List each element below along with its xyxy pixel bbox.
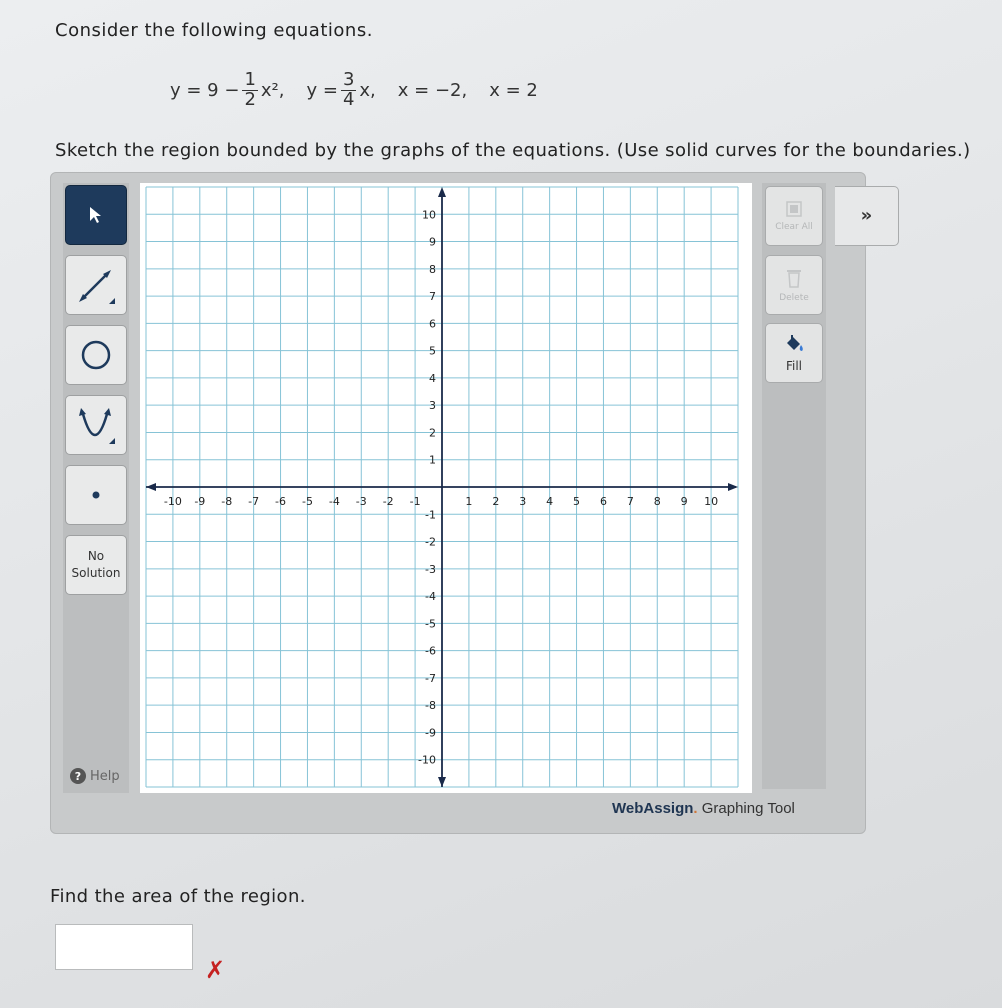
x-tick-label: -5 [301,495,313,508]
y-tick-label: -2 [425,535,436,549]
y-tick-label: 2 [429,426,436,440]
equation-2-denominator: 4 [342,88,355,110]
equation-1-denominator: 2 [244,88,256,110]
x-axis-arrow [728,483,738,491]
delete-button[interactable] [765,255,823,315]
y-tick-label: -5 [425,617,436,631]
y-tick-label: -7 [425,671,436,685]
equation-2-left: y = [306,79,338,101]
delete-label: Delete [779,293,809,303]
y-axis-arrow-bottom [438,777,446,787]
point-tool-button[interactable] [65,465,127,525]
x-tick-label: 2 [492,495,500,508]
x-tick-label: -9 [194,495,206,508]
y-tick-label: 5 [429,344,436,358]
help-icon: ? [70,768,86,784]
circle-tool-button[interactable] [65,325,127,385]
brand-name: WebAssign [612,800,694,817]
question-prompt: Consider the following equations. [55,20,373,41]
help-label: Help [90,768,120,784]
x-tick-label: 4 [546,495,554,508]
x-tick-label: -7 [248,495,260,508]
clear-all-label: Clear All [775,222,813,232]
y-tick-label: 9 [429,235,436,249]
equation-2 [306,68,376,110]
y-tick-label: -1 [425,508,436,522]
line-icon [71,262,121,308]
x-axis-arrow-left [146,483,156,491]
no-solution-label-line1: No [87,549,105,563]
x-tick-label: -1 [409,495,421,508]
no-solution-button[interactable] [65,535,127,595]
pointer-tool-button[interactable] [65,185,127,245]
x-tick-label: 6 [599,495,607,508]
equation-4: x = 2 [489,79,538,101]
help-link[interactable] [70,768,120,784]
equation-2-numerator: 3 [342,68,355,90]
x-tick-label: 3 [519,495,527,508]
y-tick-label: 4 [429,371,436,385]
circle-icon [76,337,116,373]
y-tick-label: 6 [429,317,436,331]
graph-canvas[interactable] [140,183,752,793]
fill-button[interactable] [765,323,823,383]
x-tick-label: 1 [465,495,473,508]
equation-1-numerator: 1 [244,68,256,90]
expand-toolbar-button[interactable] [835,186,899,246]
paint-bucket-icon [781,333,807,355]
equation-3: x = −2, [397,79,468,101]
fill-label: Fill [785,359,803,373]
coordinate-grid[interactable] [140,183,752,793]
x-tick-label: 5 [573,495,581,508]
equation-1 [170,68,285,110]
x-tick-label: 10 [704,495,719,508]
x-tick-label: -3 [355,495,367,508]
x-tick-label: -6 [275,495,287,508]
x-tick-label: 9 [680,495,688,508]
incorrect-mark-icon: ✗ [205,956,226,984]
y-tick-label: 10 [422,208,436,222]
equation-2-right: x, [359,79,376,101]
x-tick-label: 7 [626,495,634,508]
x-tick-label: -10 [163,495,182,508]
no-solution-label-line2: Solution [71,566,121,580]
y-tick-label: -9 [425,726,436,740]
point-icon [86,485,106,505]
line-tool-button[interactable] [65,255,127,315]
y-tick-label: 3 [429,399,436,413]
y-tick-label: -6 [425,644,436,658]
x-tick-label: -2 [382,495,394,508]
equation-1-right: x², [260,79,285,101]
sketch-instruction: Sketch the region bounded by the graphs of the equations. (Use solid curves for the boundaries.) [55,140,971,161]
y-tick-label: 7 [429,290,436,304]
y-axis-arrow [438,187,446,197]
equation-1-fraction [242,68,257,110]
edit-toolbar [762,183,826,789]
parabola-icon [71,402,121,448]
x-tick-label: -4 [328,495,340,508]
drawing-toolbar [63,183,129,793]
webassign-branding [612,800,795,817]
equations-line [170,62,538,118]
clear-all-icon [785,200,803,218]
pointer-icon [85,204,107,226]
equation-1-left: y = 9 − [170,79,240,101]
trash-icon [784,267,804,289]
equation-2-fraction [341,68,356,110]
y-tick-label: 1 [429,453,436,467]
area-prompt: Find the area of the region. [50,886,306,907]
double-chevron-right-icon: » [860,205,873,226]
y-tick-label: -10 [418,753,436,767]
y-tick-label: -3 [425,562,436,576]
y-tick-label: -4 [425,590,436,604]
area-answer-input[interactable] [55,924,193,970]
brand-dot: . [693,800,698,817]
x-tick-label: -8 [221,495,233,508]
parabola-tool-button[interactable] [65,395,127,455]
y-tick-label: 8 [429,262,436,276]
brand-tool-name: Graphing Tool [697,800,795,817]
clear-all-button[interactable] [765,186,823,246]
y-tick-label: -8 [425,699,436,713]
x-tick-label: 8 [653,495,661,508]
